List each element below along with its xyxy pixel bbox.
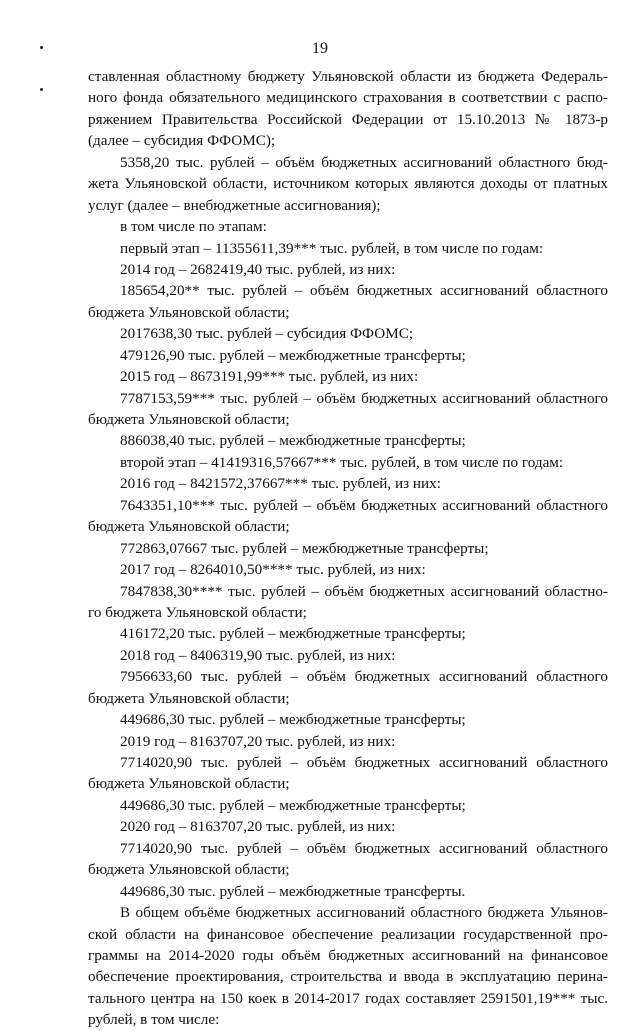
- text-line: 7714020,90 тыс. рублей – объём бюджетных ассигнований областного: [120, 839, 608, 857]
- text-line: бюджета Ульяновской области;: [88, 518, 290, 536]
- text-line: го бюджета Ульяновской области;: [88, 603, 307, 621]
- margin-mark: [40, 88, 43, 91]
- text-line: 2018 год – 8406319,90 тыс. рублей, из них:: [120, 646, 396, 664]
- text-line: (далее – субсидия ФФОМС);: [88, 132, 276, 150]
- text-line: 2020 год – 8163707,20 тыс. рублей, из них:: [120, 818, 396, 836]
- text-line: обеспечение проектирования, строительства и ввода в эксплуатацию перина-: [88, 968, 608, 986]
- text-line: 886038,40 тыс. рублей – межбюджетные трансферты;: [120, 432, 466, 450]
- text-line: 7714020,90 тыс. рублей – объём бюджетных ассигнований областного: [120, 754, 608, 771]
- text-line: 7847838,30**** тыс. рублей – объём бюджетных ассигнований областно-: [120, 582, 608, 600]
- text-line: 2014 год – 2682419,40 тыс. рублей, из них:: [120, 260, 396, 278]
- page-number: 19: [312, 40, 328, 57]
- text-line: бюджета Ульяновской области;: [88, 303, 290, 321]
- text-line: 2017 год – 8264010,50**** тыс. рублей, из них:: [120, 561, 426, 579]
- text-line: 449686,30 тыс. рублей – межбюджетные трансферты;: [120, 711, 466, 729]
- text-line: услуг (далее – внебюджетные ассигнования);: [88, 196, 381, 214]
- text-line: бюджета Ульяновской области;: [88, 775, 290, 793]
- document-body: [88, 66, 608, 1031]
- text-line: бюджета Ульяновской области;: [88, 411, 290, 428]
- text-line: 416172,20 тыс. рублей – межбюджетные трансферты;: [120, 625, 466, 643]
- text-line: в том числе по этапам:: [120, 218, 267, 236]
- text-line: 449686,30 тыс. рублей – межбюджетные трансферты;: [120, 796, 466, 814]
- text-line: 2015 год – 8673191,99*** тыс. рублей, из них:: [120, 368, 419, 386]
- text-line: бюджета Ульяновской области;: [88, 689, 290, 707]
- text-line: 7956633,60 тыс. рублей – объём бюджетных ассигнований областного: [120, 668, 608, 686]
- text-line: 185654,20** тыс. рублей – объём бюджетных ассигнований областного: [120, 282, 608, 300]
- text-line: 772863,07667 тыс. рублей – межбюджетные трансферты;: [120, 539, 489, 557]
- text-line: первый этап – 11355611,39*** тыс. рублей, в том числе по годам:: [120, 239, 544, 257]
- text-line: ряжением Правительства Российской Федерации от 15.10.2013 № 1873-р: [88, 110, 608, 128]
- text-line: второй этап – 41419316,57667*** тыс. рублей, в том числе по годам:: [120, 453, 564, 471]
- text-line: бюджета Ульяновской области;: [88, 861, 290, 879]
- text-line: рублей, в том числе:: [88, 1011, 220, 1029]
- text-line: жета Ульяновской области, источником которых являются доходы от платных: [88, 175, 608, 193]
- text-line: ской области на финансовое обеспечение реализации государственной про-: [88, 925, 608, 943]
- margin-mark: [40, 46, 43, 49]
- text-line: 7643351,10*** тыс. рублей – объём бюджетных ассигнований областного: [120, 496, 608, 514]
- text-line: В общем объёме бюджетных ассигнований областного бюджета Ульянов-: [120, 904, 608, 922]
- text-line: 2017638,30 тыс. рублей – субсидия ФФОМС;: [120, 325, 414, 343]
- text-line: 7787153,59*** тыс. рублей – объём бюджетных ассигнований областного: [120, 389, 608, 407]
- text-line: 479126,90 тыс. рублей – межбюджетные трансферты;: [120, 346, 466, 364]
- text-line: 449686,30 тыс. рублей – межбюджетные трансферты.: [120, 882, 466, 900]
- text-line: 2019 год – 8163707,20 тыс. рублей, из них:: [120, 732, 396, 750]
- text-line: граммы на 2014-2020 годы объём бюджетных ассигнований на финансовое: [88, 946, 608, 964]
- text-line: 5358,20 тыс. рублей – объём бюджетных ассигнований областного бюд-: [120, 153, 608, 171]
- text-line: тального центра на 150 коек в 2014-2017 годах составляет 2591501,19*** тыс.: [88, 989, 608, 1007]
- text-line: ного фонда обязательного медицинского страхования в соответствии с распо-: [88, 89, 608, 107]
- text-line: ставленная областному бюджету Ульяновской области из бюджета Федераль-: [88, 68, 608, 85]
- text-line: 2016 год – 8421572,37667*** тыс. рублей, из них:: [120, 475, 441, 493]
